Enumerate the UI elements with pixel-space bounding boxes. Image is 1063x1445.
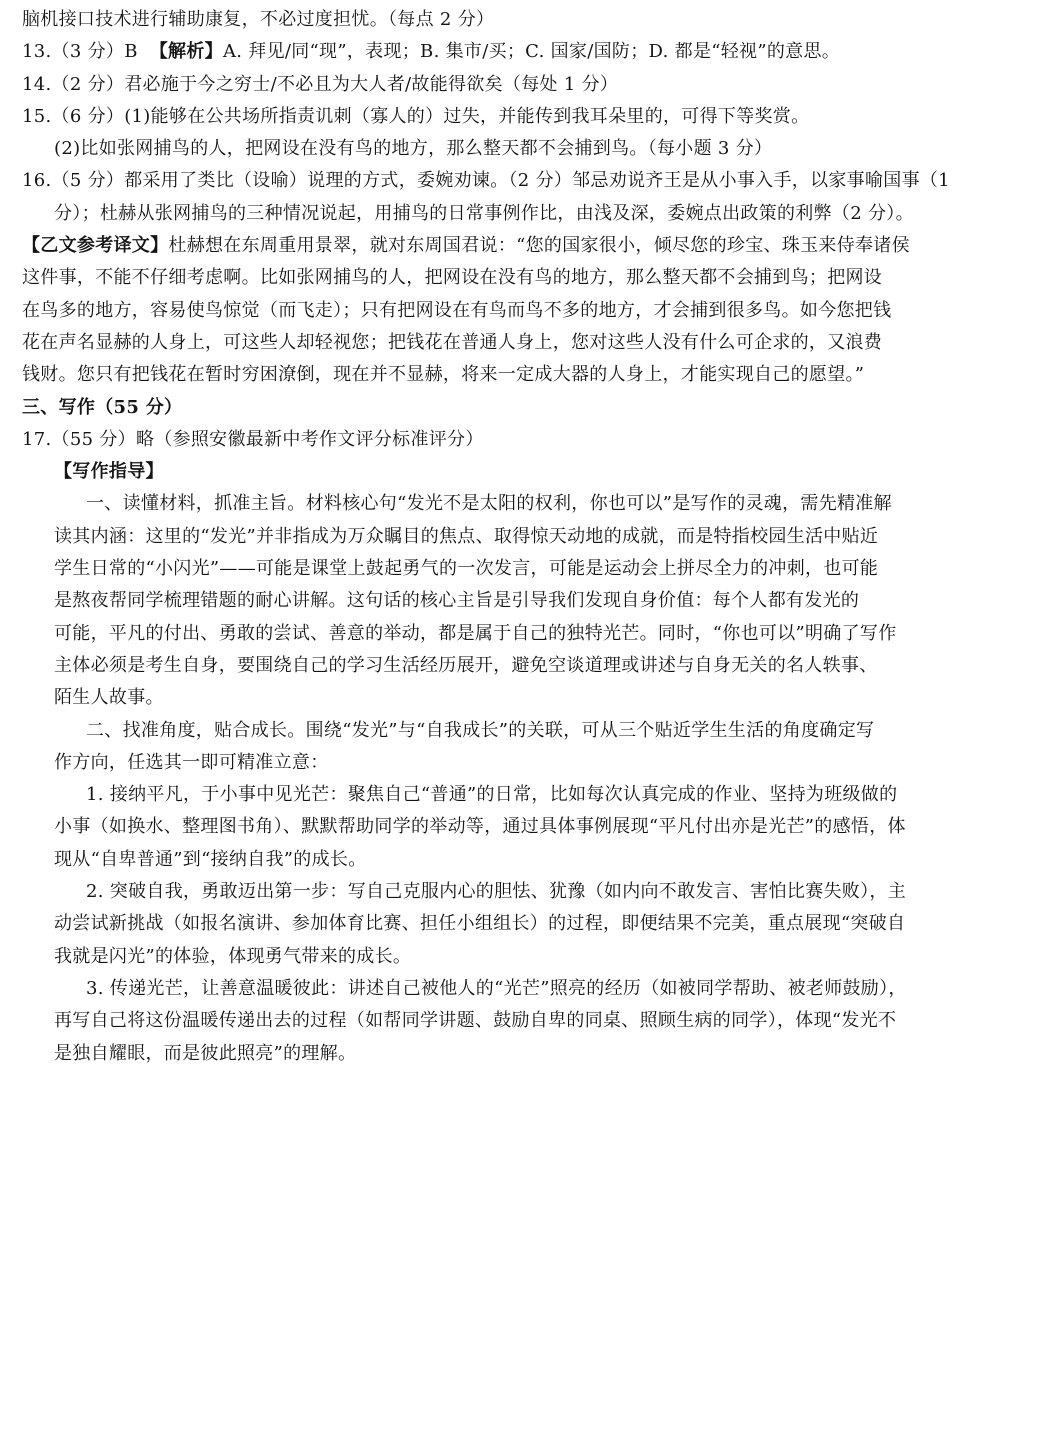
guide-paragraph-line: 一、读懂材料，抓准主旨。材料核心句“发光不是太阳的权利，你也可以”是写作的灵魂，需先精准解 [86, 493, 892, 515]
answer-q17: 17.（55 分）略（参照安徽最新中考作文评分标准评分） [22, 428, 484, 450]
yiwen-translation-line: 这件事，不能不仔细考虑啊。比如张网捕鸟的人，把网设在没有鸟的地方，那么整天都不会捕到鸟；把网设 [22, 267, 883, 289]
yiwen-text: 杜赫想在东周重用景翠，就对东周国君说：“您的国家很小，倾尽您的珍宝、珠玉来侍奉诸侯 [168, 235, 910, 257]
q13-analysis-tag: 【解析】 [149, 41, 223, 63]
guide-paragraph-line: 陌生人故事。 [54, 687, 164, 709]
guide-point-line: 1. 接纳平凡，于小事中见光芒：聚焦自己“普通”的日常，比如每次认真完成的作业、坚持为班级做的 [86, 784, 898, 806]
yiwen-translation-line [22, 230, 1045, 262]
guide-point-line: 我就是闪光”的体验，体现勇气带来的成长。 [54, 945, 412, 967]
answer-q13 [22, 36, 1045, 68]
guide-point-line: 小事（如换水、整理图书角）、默默帮助同学的举动等，通过具体事例展现“平凡付出亦是光芒”的感悟，体 [54, 816, 906, 838]
answer-q15-2: (2)比如张网捕鸟的人，把网设在没有鸟的地方，那么整天都不会捕到鸟。（每小题 3 分） [54, 138, 773, 160]
guide-paragraph-line: 二、找准角度，贴合成长。围绕“发光”与“自我成长”的关联，可从三个贴近学生生活的角度确定写 [86, 719, 875, 741]
guide-point-line: 现从“自卑普通”到“接纳自我”的成长。 [54, 848, 367, 870]
guide-paragraph-line: 是熬夜帮同学梳理错题的耐心讲解。这句话的核心主旨是引导我们发现自身价值：每个人都有发光的 [54, 590, 860, 612]
answer-q15-1: 15.（6 分）(1)能够在公共场所指责讥刺（寡人的）过失，并能传到我耳朵里的，可得下等奖赏。 [22, 105, 810, 127]
q13-analysis-text: A. 拜见/同“现”，表现；B. 集市/买；C. 国家/国防；D. 都是“轻视”的意思。 [222, 41, 841, 63]
guide-point-line: 动尝试新挑战（如报名演讲、参加体育比赛、担任小组组长）的过程，即便结果不完美，重点展现“突破自 [54, 913, 906, 935]
yiwen-translation-line: 在鸟多的地方，容易使鸟惊觉（而飞走）；只有把网设在有鸟而鸟不多的地方，才会捕到很多鸟。如今您把钱 [22, 299, 892, 321]
guide-paragraph-line: 读其内涵：这里的“发光”并非指成为万众瞩目的焦点、取得惊天动地的成就，而是特指校园生活中贴近 [54, 525, 879, 547]
yiwen-translation-line: 花在声名显赫的人身上，可这些人却轻视您；把钱花在普通人身上，您对这些人没有什么可企求的，又浪费 [22, 331, 883, 353]
writing-guide-tag: 【写作指导】 [54, 461, 164, 483]
guide-paragraph-line: 学生日常的“小闪光”——可能是课堂上鼓起勇气的一次发言，可能是运动会上拼尽全力的冲刺，也可能 [54, 558, 879, 580]
answer-line-12-cont: 脑机接口技术进行辅助康复，不必过度担忧。（每点 2 分） [22, 9, 495, 30]
guide-point-line: 2. 突破自我，勇敢迈出第一步：写自己克服内心的胆怯、犹豫（如内向不敢发言、害怕比赛失败），主 [86, 881, 906, 903]
section-writing-title: 三、写作（55 分） [22, 396, 183, 418]
answer-q14: 14.（2 分）君必施于今之穷士/不必且为大人者/故能得欲矣（每处 1 分） [22, 73, 619, 95]
guide-point-line: 3. 传递光芒，让善意温暖彼此：讲述自己被他人的“光芒”照亮的经历（如被同学帮助、被老师鼓励）， [86, 977, 907, 999]
yiwen-translation-line: 钱财。您只有把钱花在暂时穷困潦倒，现在并不显赫，将来一定成大器的人身上，才能实现自己的愿望。” [22, 364, 865, 386]
guide-paragraph-line: 可能，平凡的付出、勇敢的尝试、善意的举动，都是属于自己的独特光芒。同时，“你也可以”明确了写作 [54, 622, 897, 644]
q13-answer: 13.（3 分）B [22, 41, 138, 63]
yiwen-tag: 【乙文参考译文】 [22, 235, 169, 257]
guide-point-line: 再写自己将这份温暖传递出去的过程（如帮同学讲题、鼓励自卑的同桌、照顾生病的同学），体现“发光不 [54, 1010, 897, 1032]
guide-point-line: 是独自耀眼，而是彼此照亮”的理解。 [54, 1042, 357, 1064]
guide-paragraph-line: 主体必须是考生自身，要围绕自己的学习生活经历展开，避免空谈道理或讲述与自身无关的名人轶事、 [54, 654, 878, 676]
guide-paragraph-line: 作方向，任选其一即可精准立意： [54, 751, 329, 773]
answer-q16-1: 16.（5 分）都采用了类比（设喻）说理的方式，委婉劝谏。（2 分）邹忌劝说齐王是从小事入手，以家事喻国事（1 [22, 170, 950, 192]
answer-q16-2: 分）；杜赫从张网捕鸟的三种情况说起，用捕鸟的日常事例作比，由浅及深，委婉点出政策的利弊（2 分）。 [54, 202, 914, 224]
